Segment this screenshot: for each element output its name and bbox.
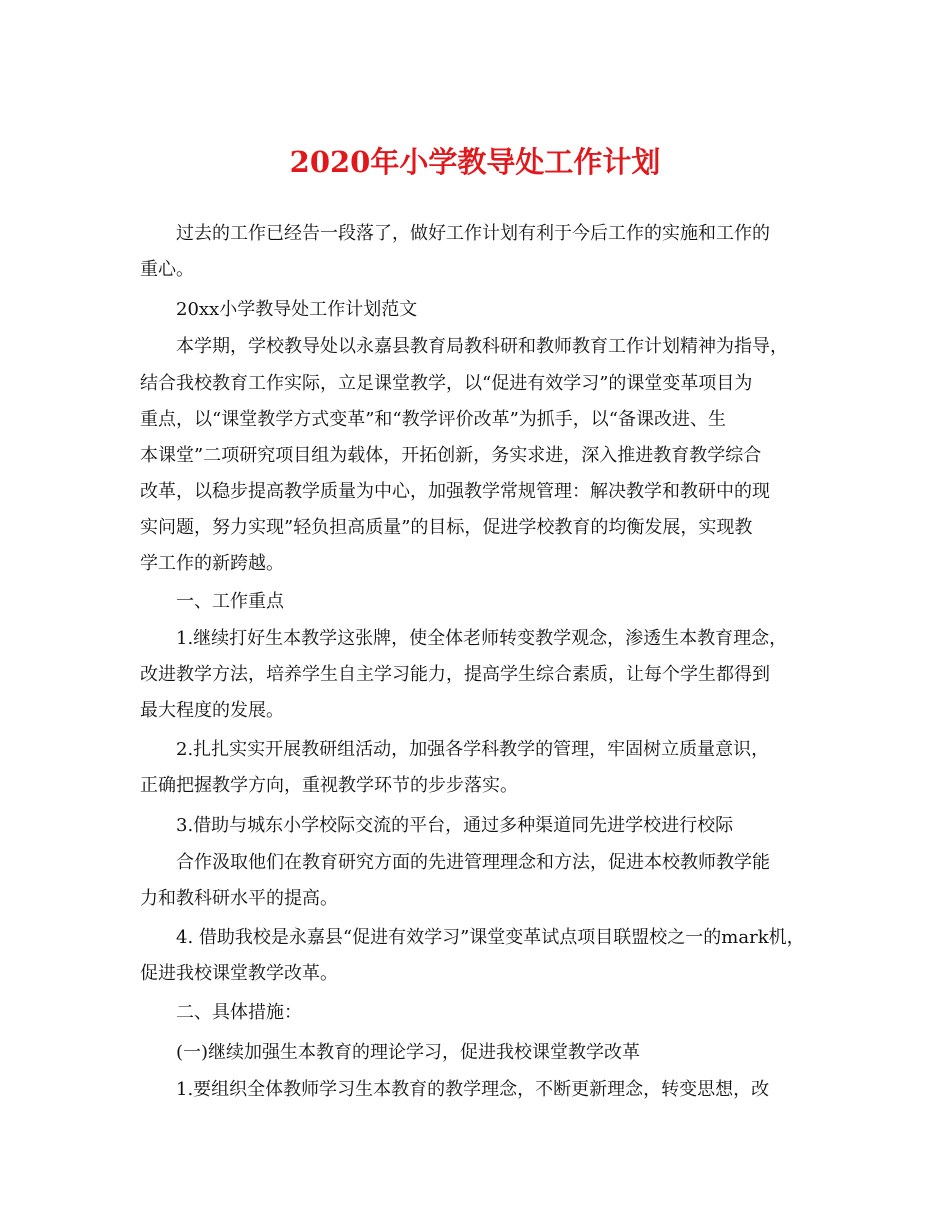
- paragraph-line: 3.借助与城东小学校际交流的平台，通过多种渠道同先进学校进行校际: [176, 815, 734, 836]
- paragraph-line: 重点，以“课堂教学方式变革”和“教学评价改革”为抓手，以“备课改进、生: [140, 409, 727, 430]
- section-heading: 二、具体措施：: [176, 1002, 302, 1023]
- document-title: 2020年小学教导处工作计划: [289, 145, 661, 179]
- paragraph-line: 正确把握教学方向，重视教学环节的步步落实。: [140, 775, 518, 796]
- paragraph-line: 促进我校课堂教学改革。: [140, 963, 338, 984]
- paragraph-line: 1.要组织全体教师学习生本教育的教学理念，不断更新理念，转变思想，改: [176, 1079, 770, 1100]
- paragraph-line: 本课堂”二项研究项目组为载体，开拓创新，务实求进，深入推进教育教学综合: [140, 445, 762, 466]
- paragraph-line: 实问题，努力实现”轻负担高质量”的目标，促进学校教育的均衡发展，实现教: [140, 517, 753, 538]
- paragraph-line: 20xx小学教导处工作计划范文: [176, 299, 418, 320]
- paragraph-line: 学工作的新跨越。: [140, 553, 284, 574]
- paragraph-line: 4. 借助我校是永嘉县“促进有效学习”课堂变革试点项目联盟校之一的mark机，: [176, 927, 805, 948]
- paragraph-line: 过去的工作已经告一段落了，做好工作计划有利于今后工作的实施和工作的: [176, 223, 770, 244]
- paragraph-line: 改进教学方法，培养学生自主学习能力，提高学生综合素质，让每个学生都得到: [140, 664, 770, 685]
- paragraph-line: 结合我校教育工作实际，立足课堂教学，以“促进有效学习”的课堂变革项目为: [140, 373, 753, 394]
- paragraph-line: 重心。: [140, 259, 194, 280]
- paragraph-line: 本学期，学校教导处以永嘉县教育局教科研和教师教育工作计划精神为指导，: [176, 336, 788, 357]
- paragraph-line: 1.继续打好生本教学这张牌，使全体老师转变教学观念，渗透生本教育理念，: [176, 628, 788, 649]
- paragraph-line: 2.扎扎实实开展教研组活动，加强各学科教学的管理，牢固树立质量意识，: [176, 739, 770, 760]
- subsection-heading: (一)继续加强生本教育的理论学习，促进我校课堂教学改革: [176, 1042, 641, 1063]
- paragraph-line: 力和教科研水平的提高。: [140, 888, 338, 909]
- paragraph-line: 合作汲取他们在教育研究方面的先进管理理念和方法，促进本校教师教学能: [176, 852, 770, 873]
- paragraph-line: 最大程度的发展。: [140, 700, 284, 721]
- section-heading: 一、工作重点: [176, 591, 284, 612]
- paragraph-line: 改革，以稳步提高教学质量为中心，加强教学常规管理：解决教学和教研中的现: [140, 481, 770, 502]
